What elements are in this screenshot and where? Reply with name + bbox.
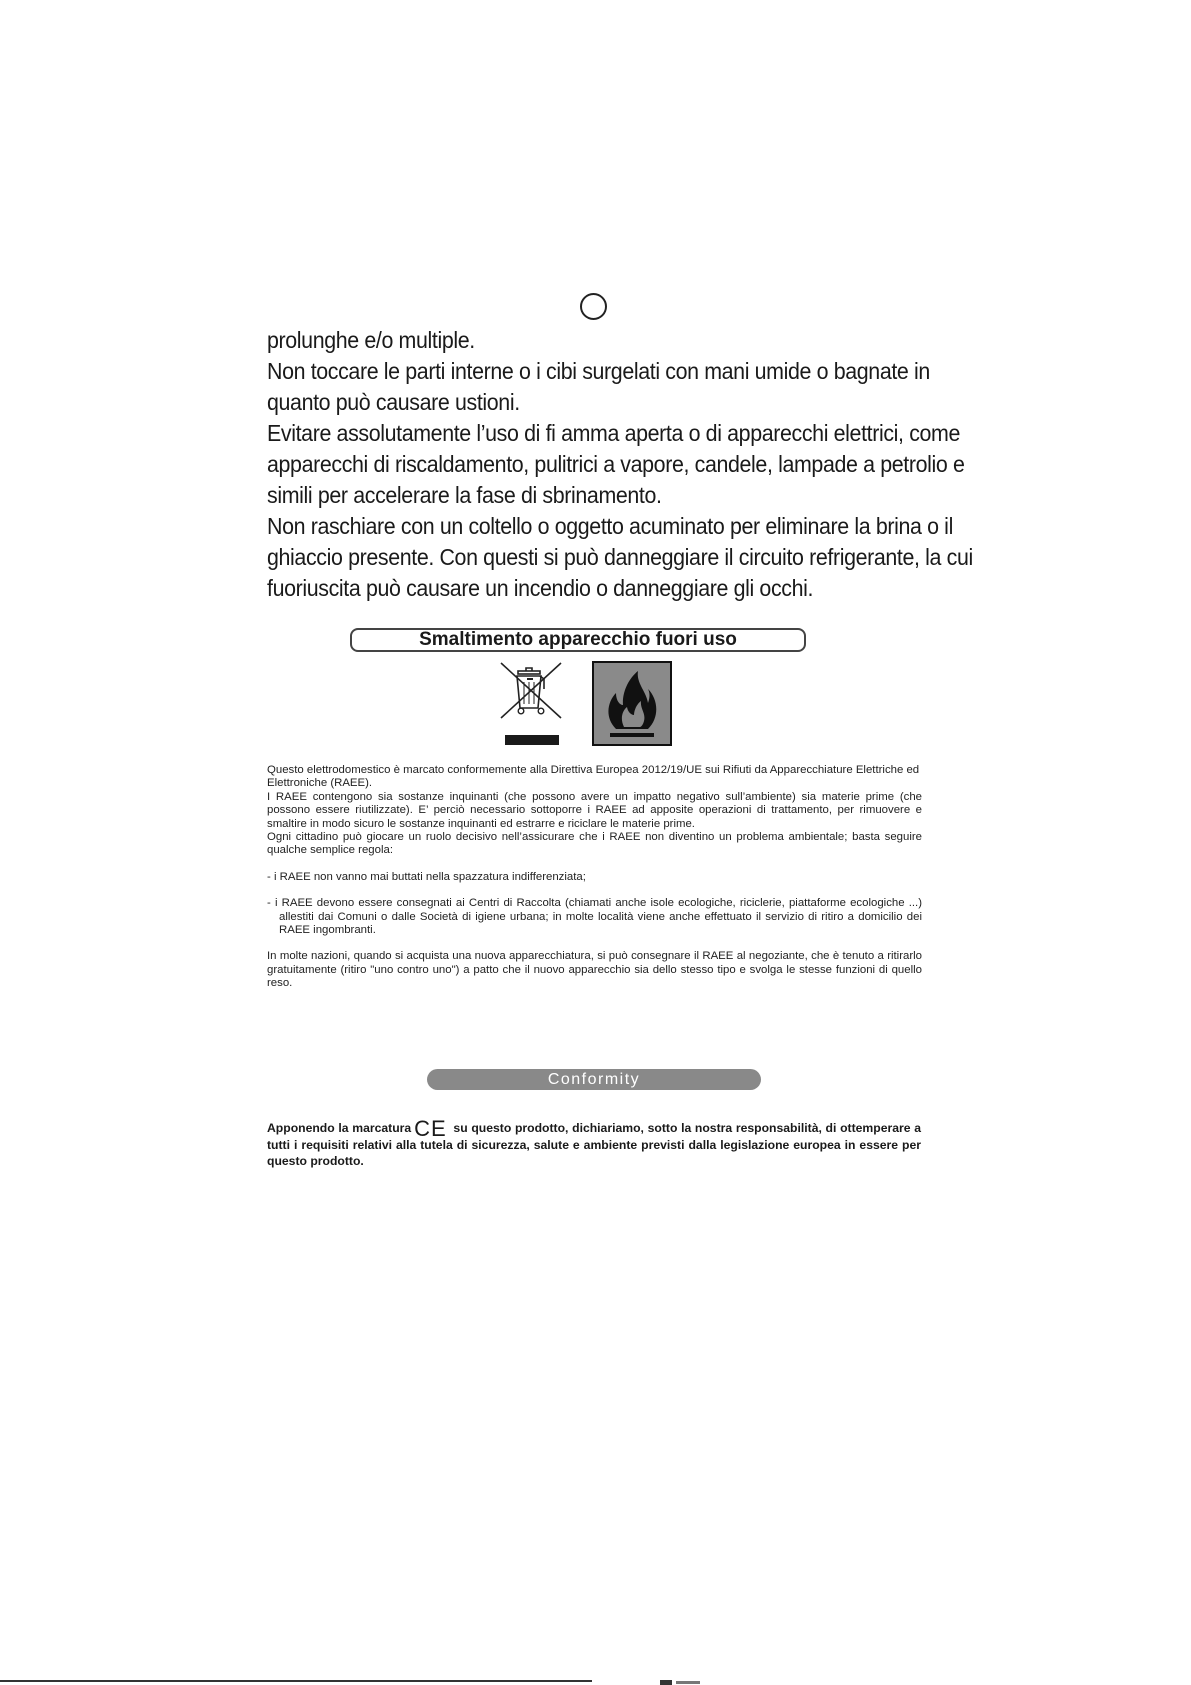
disposal-bullet: - i RAEE non vanno mai buttati nella spazzatura indifferenziata; (267, 870, 586, 883)
bottom-rule (0, 1680, 592, 1682)
instruction-line: prolunghe e/o multiple. (267, 327, 475, 353)
disposal-section-title: Smaltimento apparecchio fuori uso (350, 628, 806, 652)
instruction-line: Non toccare le parti interne o i cibi surgelati con mani umide o bagnate in (267, 358, 930, 384)
crossed-bin-icon (498, 660, 564, 746)
instruction-line: Evitare assolutamente l’uso di fi amma aperta o di apparecchi elettrici, come (267, 420, 961, 446)
disposal-paragraph: I RAEE contengono sia sostanze inquinanti (che possono avere un impatto negativo sull’ambiente) sia materie prime (che possono essere riutilizzate). E’ perciò necessario sottoporre i RAEE ad apposite operazioni di trattamento, per rimuovere e smaltire in modo sicuro le sostanze inquinanti ed estrarre e riciclare le materie prime. (267, 790, 922, 830)
instruction-line: quanto può causare ustioni. (267, 389, 520, 415)
conformity-statement (267, 1116, 921, 1169)
bottom-edge-mark (660, 1679, 702, 1685)
conformity-text-start: Apponendo la marcatura (267, 1121, 412, 1135)
disposal-paragraph: Ogni cittadino può giocare un ruolo decisivo nell’assicurare che i RAEE non diventino un problema ambientale; basta seguire qualche semplice regola: (267, 831, 922, 857)
ce-mark-icon: CE (414, 1116, 447, 1141)
disposal-bullet: - i RAEE devono essere consegnati ai Centri di Raccolta (chiamati anche isole ecologiche, riciclerie, piattaforme ecologiche ...) allestiti dai Comuni o dalle Società di igiene urbana; in molte località viene anche effettuato il servizio di ritiro a domicilio dei RAEE ingombranti. (267, 897, 922, 937)
flammable-icon (592, 661, 672, 746)
conformity-title: Conformity (427, 1069, 761, 1090)
instruction-line: Non raschiare con un coltello o oggetto acuminato per eliminare la brina o il (267, 513, 953, 539)
disposal-paragraph: Questo elettrodomestico è marcato conformemente alla Direttiva Europea 2012/19/UE sui Rifiuti da Apparecchiature Elettriche ed Elettroniche (RAEE). (267, 764, 920, 790)
disposal-text (267, 764, 922, 991)
disposal-paragraph: In molte nazioni, quando si acquista una nuova apparecchiatura, si può consegnare il RAEE al negoziante, che è tenuto a ritirarlo gratuitamente (ritiro "uno contro uno") a patto che il nuovo apparecchio sia dello stesso tipo e svolga le stesse funzioni di quello reso. (267, 950, 922, 990)
page-number-circle (580, 293, 607, 320)
safety-instructions (267, 325, 973, 604)
instruction-line: apparecchi di riscaldamento, pulitrici a vapore, candele, lampade a petrolio e (267, 451, 965, 477)
instruction-line: simili per accelerare la fase di sbrinamento. (267, 482, 662, 508)
conformity-text-end: su questo prodotto, dichiariamo, sotto la nostra responsabilità, di ottemperare a tutti i requisiti relativi alla tutela di sicurezza, salute e ambiente previsti dalla legislazione europea in essere per questo prodotto. (267, 1121, 921, 1168)
instruction-line: fuoriuscita può causare un incendio o danneggiare gli occhi. (267, 575, 814, 601)
instruction-line: ghiaccio presente. Con questi si può danneggiare il circuito refrigerante, la cui (267, 544, 973, 570)
